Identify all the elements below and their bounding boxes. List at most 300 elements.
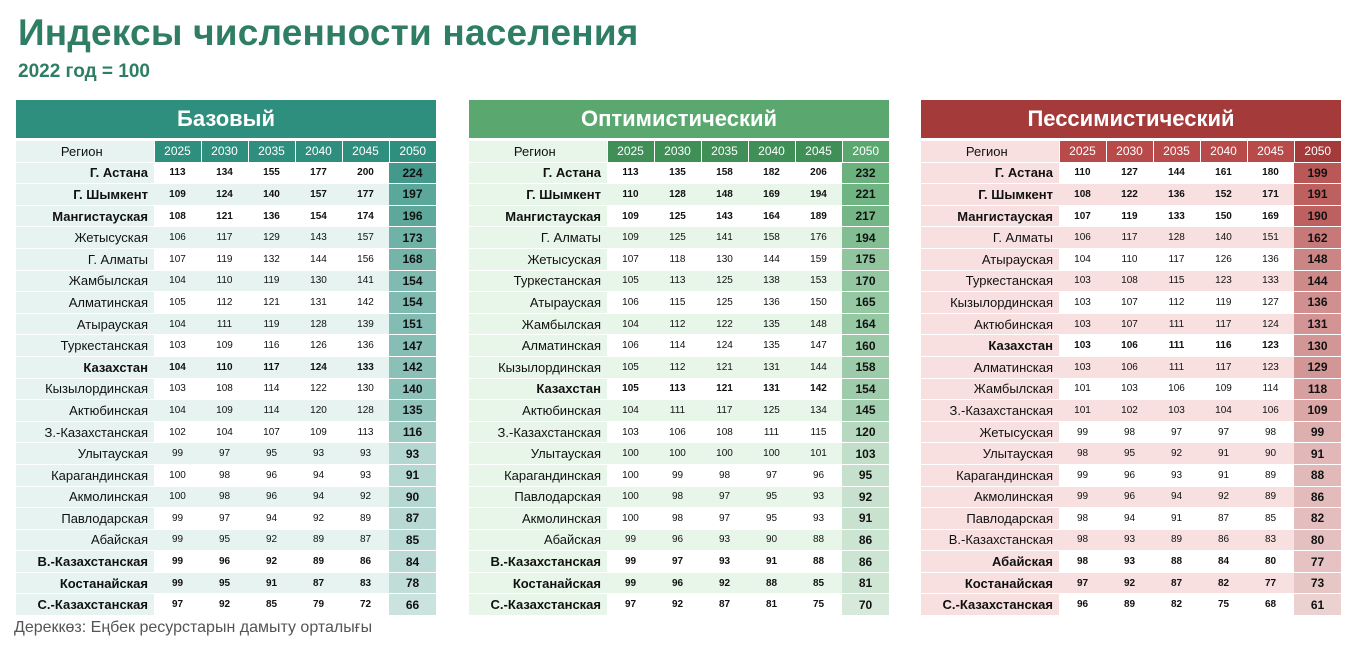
- value-cell: 122: [295, 378, 342, 400]
- value-cell: 150: [795, 292, 842, 314]
- table-row: [16, 227, 436, 249]
- value-cell: 135: [654, 162, 701, 184]
- region-cell: Павлодарская: [16, 508, 154, 530]
- value-cell: 107: [1106, 292, 1153, 314]
- value-cell: 105: [607, 378, 654, 400]
- value-cell: 103: [1059, 270, 1106, 292]
- value-cell: 136: [748, 292, 795, 314]
- value-cell: 139: [342, 313, 389, 335]
- value-cell: 169: [1247, 205, 1294, 227]
- value-cell: 96: [248, 486, 295, 508]
- table-row: [469, 227, 889, 249]
- value-cell: 117: [1200, 356, 1247, 378]
- table-row: [16, 486, 436, 508]
- value-cell: 154: [389, 270, 436, 292]
- table-row: [921, 227, 1341, 249]
- panel-base: [16, 100, 436, 616]
- value-cell: 206: [795, 162, 842, 184]
- table-row: [921, 356, 1341, 378]
- value-cell: 91: [748, 551, 795, 573]
- value-cell: 154: [842, 378, 889, 400]
- header-row: [921, 141, 1341, 162]
- value-cell: 98: [1059, 443, 1106, 465]
- table-row: [921, 594, 1341, 616]
- table-row: [921, 529, 1341, 551]
- value-cell: 92: [248, 551, 295, 573]
- value-cell: 110: [607, 184, 654, 206]
- value-cell: 112: [201, 292, 248, 314]
- year-column-header: 2050: [842, 141, 889, 162]
- value-cell: 109: [1200, 378, 1247, 400]
- value-cell: 92: [1200, 486, 1247, 508]
- region-cell: В.-Казахстанская: [469, 551, 607, 573]
- value-cell: 134: [795, 400, 842, 422]
- table-row: [469, 508, 889, 530]
- value-cell: 103: [154, 378, 201, 400]
- year-column-header: 2035: [248, 141, 295, 162]
- value-cell: 129: [1294, 356, 1341, 378]
- value-cell: 94: [295, 464, 342, 486]
- value-cell: 88: [795, 529, 842, 551]
- value-cell: 217: [842, 205, 889, 227]
- value-cell: 118: [1294, 378, 1341, 400]
- value-cell: 89: [342, 508, 389, 530]
- table-row: [921, 443, 1341, 465]
- value-cell: 133: [1247, 270, 1294, 292]
- value-cell: 90: [1247, 443, 1294, 465]
- value-cell: 93: [1106, 529, 1153, 551]
- value-cell: 127: [1106, 162, 1153, 184]
- value-cell: 106: [654, 421, 701, 443]
- panel-title-pessimistic: Пессимистический: [921, 100, 1341, 138]
- year-column-header: 2040: [748, 141, 795, 162]
- value-cell: 121: [248, 292, 295, 314]
- year-column-header: 2030: [654, 141, 701, 162]
- year-column-header: 2040: [1200, 141, 1247, 162]
- value-cell: 81: [842, 572, 889, 594]
- table-row: [469, 551, 889, 573]
- value-cell: 91: [248, 572, 295, 594]
- value-cell: 104: [1059, 248, 1106, 270]
- value-cell: 110: [201, 356, 248, 378]
- table-row: [16, 572, 436, 594]
- region-cell: З.-Казахстанская: [16, 421, 154, 443]
- value-cell: 98: [1247, 421, 1294, 443]
- value-cell: 104: [1200, 400, 1247, 422]
- value-cell: 100: [607, 464, 654, 486]
- value-cell: 114: [1247, 378, 1294, 400]
- region-cell: Карагандинская: [469, 464, 607, 486]
- table-row: [16, 529, 436, 551]
- value-cell: 194: [842, 227, 889, 249]
- region-cell: Казахстан: [921, 335, 1059, 357]
- region-cell: Алматинская: [921, 356, 1059, 378]
- value-cell: 109: [201, 335, 248, 357]
- region-cell: З.-Казахстанская: [921, 400, 1059, 422]
- value-cell: 83: [342, 572, 389, 594]
- value-cell: 135: [389, 400, 436, 422]
- table-row: [469, 313, 889, 335]
- region-cell: Жетысуская: [16, 227, 154, 249]
- value-cell: 130: [342, 378, 389, 400]
- year-column-header: 2025: [154, 141, 201, 162]
- year-column-header: 2040: [295, 141, 342, 162]
- table-row: [469, 378, 889, 400]
- value-cell: 117: [1153, 248, 1200, 270]
- value-cell: 111: [748, 421, 795, 443]
- table-row: [921, 486, 1341, 508]
- value-cell: 103: [1059, 292, 1106, 314]
- region-cell: Костанайская: [921, 572, 1059, 594]
- table-row: [16, 443, 436, 465]
- value-cell: 80: [1247, 551, 1294, 573]
- value-cell: 77: [1247, 572, 1294, 594]
- value-cell: 119: [248, 313, 295, 335]
- value-cell: 97: [748, 464, 795, 486]
- region-cell: Абайская: [16, 529, 154, 551]
- value-cell: 175: [842, 248, 889, 270]
- value-cell: 145: [842, 400, 889, 422]
- value-cell: 157: [342, 227, 389, 249]
- year-column-header: 2050: [389, 141, 436, 162]
- value-cell: 95: [1106, 443, 1153, 465]
- table-row: [16, 292, 436, 314]
- value-cell: 118: [654, 248, 701, 270]
- value-cell: 141: [701, 227, 748, 249]
- value-cell: 106: [1247, 400, 1294, 422]
- value-cell: 136: [1153, 184, 1200, 206]
- value-cell: 148: [795, 313, 842, 335]
- year-column-header: 2035: [701, 141, 748, 162]
- value-cell: 114: [248, 378, 295, 400]
- value-cell: 138: [748, 270, 795, 292]
- value-cell: 89: [295, 551, 342, 573]
- table-row: [921, 292, 1341, 314]
- value-cell: 100: [154, 464, 201, 486]
- region-cell: Г. Алматы: [16, 248, 154, 270]
- value-cell: 197: [389, 184, 436, 206]
- value-cell: 122: [701, 313, 748, 335]
- value-cell: 128: [654, 184, 701, 206]
- value-cell: 97: [701, 486, 748, 508]
- value-cell: 159: [795, 248, 842, 270]
- value-cell: 97: [201, 443, 248, 465]
- region-cell: Карагандинская: [16, 464, 154, 486]
- value-cell: 96: [654, 529, 701, 551]
- year-column-header: 2030: [1106, 141, 1153, 162]
- value-cell: 158: [701, 162, 748, 184]
- value-cell: 148: [701, 184, 748, 206]
- region-cell: В.-Казахстанская: [16, 551, 154, 573]
- value-cell: 95: [842, 464, 889, 486]
- region-cell: С.-Казахстанская: [16, 594, 154, 616]
- table-row: [469, 292, 889, 314]
- region-cell: Актюбинская: [469, 400, 607, 422]
- value-cell: 92: [201, 594, 248, 616]
- value-cell: 91: [1153, 508, 1200, 530]
- value-cell: 66: [389, 594, 436, 616]
- value-cell: 106: [1153, 378, 1200, 400]
- region-cell: Мангистауская: [921, 205, 1059, 227]
- value-cell: 85: [795, 572, 842, 594]
- table-row: [921, 572, 1341, 594]
- value-cell: 194: [795, 184, 842, 206]
- value-cell: 105: [154, 292, 201, 314]
- value-cell: 98: [201, 486, 248, 508]
- value-cell: 142: [342, 292, 389, 314]
- value-cell: 95: [201, 529, 248, 551]
- value-cell: 196: [389, 205, 436, 227]
- value-cell: 150: [1200, 205, 1247, 227]
- value-cell: 105: [607, 270, 654, 292]
- value-cell: 164: [842, 313, 889, 335]
- value-cell: 99: [1294, 421, 1341, 443]
- value-cell: 113: [342, 421, 389, 443]
- value-cell: 86: [342, 551, 389, 573]
- table-row: [921, 162, 1341, 184]
- region-cell: Туркестанская: [921, 270, 1059, 292]
- region-cell: Павлодарская: [921, 508, 1059, 530]
- value-cell: 151: [1247, 227, 1294, 249]
- value-cell: 98: [654, 486, 701, 508]
- value-cell: 221: [842, 184, 889, 206]
- region-cell: Костанайская: [469, 572, 607, 594]
- value-cell: 135: [748, 335, 795, 357]
- value-cell: 89: [1153, 529, 1200, 551]
- region-cell: В.-Казахстанская: [921, 529, 1059, 551]
- value-cell: 111: [1153, 335, 1200, 357]
- year-column-header: 2030: [201, 141, 248, 162]
- value-cell: 95: [748, 508, 795, 530]
- value-cell: 140: [248, 184, 295, 206]
- value-cell: 85: [1247, 508, 1294, 530]
- value-cell: 136: [1294, 292, 1341, 314]
- value-cell: 92: [842, 486, 889, 508]
- value-cell: 126: [295, 335, 342, 357]
- value-cell: 130: [1294, 335, 1341, 357]
- table-base: [16, 141, 436, 616]
- value-cell: 87: [295, 572, 342, 594]
- value-cell: 106: [154, 227, 201, 249]
- region-column-header: Регион: [921, 141, 1059, 162]
- value-cell: 117: [701, 400, 748, 422]
- year-column-header: 2025: [1059, 141, 1106, 162]
- year-column-header: 2035: [1153, 141, 1200, 162]
- value-cell: 103: [1153, 400, 1200, 422]
- value-cell: 89: [1247, 486, 1294, 508]
- value-cell: 125: [654, 227, 701, 249]
- value-cell: 136: [342, 335, 389, 357]
- table-pessimistic: [921, 141, 1341, 616]
- value-cell: 200: [342, 162, 389, 184]
- value-cell: 123: [1200, 270, 1247, 292]
- value-cell: 104: [154, 356, 201, 378]
- value-cell: 120: [295, 400, 342, 422]
- region-cell: Кызылординская: [921, 292, 1059, 314]
- value-cell: 94: [248, 508, 295, 530]
- value-cell: 165: [842, 292, 889, 314]
- value-cell: 108: [201, 378, 248, 400]
- value-cell: 112: [654, 356, 701, 378]
- value-cell: 91: [1294, 443, 1341, 465]
- value-cell: 104: [607, 400, 654, 422]
- table-row: [16, 508, 436, 530]
- value-cell: 107: [248, 421, 295, 443]
- table-optimistic: [469, 141, 889, 616]
- region-cell: Абайская: [469, 529, 607, 551]
- value-cell: 132: [248, 248, 295, 270]
- region-cell: Абайская: [921, 551, 1059, 573]
- value-cell: 106: [1106, 335, 1153, 357]
- value-cell: 104: [154, 270, 201, 292]
- value-cell: 96: [1106, 464, 1153, 486]
- value-cell: 116: [389, 421, 436, 443]
- value-cell: 96: [248, 464, 295, 486]
- value-cell: 170: [842, 270, 889, 292]
- value-cell: 191: [1294, 184, 1341, 206]
- value-cell: 117: [1200, 313, 1247, 335]
- table-row: [921, 378, 1341, 400]
- year-column-header: 2050: [1294, 141, 1341, 162]
- region-cell: Мангистауская: [469, 205, 607, 227]
- value-cell: 78: [389, 572, 436, 594]
- value-cell: 117: [201, 227, 248, 249]
- value-cell: 144: [748, 248, 795, 270]
- value-cell: 95: [248, 443, 295, 465]
- value-cell: 99: [1059, 486, 1106, 508]
- value-cell: 68: [1247, 594, 1294, 616]
- value-cell: 99: [607, 551, 654, 573]
- value-cell: 136: [1247, 248, 1294, 270]
- value-cell: 98: [701, 464, 748, 486]
- table-row: [469, 529, 889, 551]
- table-row: [16, 594, 436, 616]
- value-cell: 144: [1294, 270, 1341, 292]
- value-cell: 126: [1200, 248, 1247, 270]
- value-cell: 104: [154, 400, 201, 422]
- value-cell: 106: [1106, 356, 1153, 378]
- value-cell: 111: [201, 313, 248, 335]
- table-row: [469, 443, 889, 465]
- value-cell: 85: [389, 529, 436, 551]
- value-cell: 169: [748, 184, 795, 206]
- table-row: [16, 184, 436, 206]
- value-cell: 87: [1200, 508, 1247, 530]
- value-cell: 86: [842, 551, 889, 573]
- value-cell: 104: [154, 313, 201, 335]
- region-cell: Акмолинская: [16, 486, 154, 508]
- value-cell: 93: [295, 443, 342, 465]
- region-cell: Актюбинская: [16, 400, 154, 422]
- value-cell: 97: [654, 551, 701, 573]
- value-cell: 147: [795, 335, 842, 357]
- value-cell: 86: [1294, 486, 1341, 508]
- value-cell: 94: [1106, 508, 1153, 530]
- value-cell: 104: [607, 313, 654, 335]
- region-cell: Костанайская: [16, 572, 154, 594]
- value-cell: 92: [654, 594, 701, 616]
- value-cell: 103: [154, 335, 201, 357]
- table-row: [16, 335, 436, 357]
- value-cell: 110: [1059, 162, 1106, 184]
- value-cell: 100: [748, 443, 795, 465]
- value-cell: 182: [748, 162, 795, 184]
- value-cell: 130: [701, 248, 748, 270]
- value-cell: 114: [654, 335, 701, 357]
- region-cell: Казахстан: [469, 378, 607, 400]
- value-cell: 99: [1059, 421, 1106, 443]
- value-cell: 97: [1153, 421, 1200, 443]
- table-row: [921, 205, 1341, 227]
- value-cell: 122: [1106, 184, 1153, 206]
- value-cell: 199: [1294, 162, 1341, 184]
- value-cell: 87: [1153, 572, 1200, 594]
- region-cell: Атырауская: [921, 248, 1059, 270]
- value-cell: 97: [1200, 421, 1247, 443]
- value-cell: 109: [607, 227, 654, 249]
- value-cell: 103: [607, 421, 654, 443]
- value-cell: 102: [1106, 400, 1153, 422]
- value-cell: 103: [1059, 313, 1106, 335]
- value-cell: 124: [295, 356, 342, 378]
- table-row: [921, 421, 1341, 443]
- region-cell: Атырауская: [469, 292, 607, 314]
- value-cell: 123: [1247, 335, 1294, 357]
- value-cell: 98: [1059, 551, 1106, 573]
- value-cell: 108: [1059, 184, 1106, 206]
- value-cell: 103: [1059, 335, 1106, 357]
- value-cell: 131: [1294, 313, 1341, 335]
- value-cell: 92: [295, 508, 342, 530]
- value-cell: 154: [295, 205, 342, 227]
- value-cell: 117: [248, 356, 295, 378]
- value-cell: 224: [389, 162, 436, 184]
- value-cell: 127: [1247, 292, 1294, 314]
- value-cell: 140: [1200, 227, 1247, 249]
- value-cell: 98: [201, 464, 248, 486]
- value-cell: 133: [1153, 205, 1200, 227]
- value-cell: 109: [295, 421, 342, 443]
- value-cell: 177: [342, 184, 389, 206]
- region-column-header: Регион: [16, 141, 154, 162]
- value-cell: 124: [701, 335, 748, 357]
- table-row: [921, 184, 1341, 206]
- table-row: [921, 464, 1341, 486]
- value-cell: 119: [1106, 205, 1153, 227]
- value-cell: 82: [1294, 508, 1341, 530]
- value-cell: 111: [654, 400, 701, 422]
- table-row: [16, 356, 436, 378]
- value-cell: 156: [342, 248, 389, 270]
- value-cell: 99: [607, 572, 654, 594]
- value-cell: 128: [342, 400, 389, 422]
- region-cell: Акмолинская: [921, 486, 1059, 508]
- value-cell: 88: [795, 551, 842, 573]
- value-cell: 121: [201, 205, 248, 227]
- value-cell: 72: [342, 594, 389, 616]
- region-cell: Павлодарская: [469, 486, 607, 508]
- table-row: [16, 313, 436, 335]
- value-cell: 101: [1059, 378, 1106, 400]
- panel-title-optimistic: Оптимистический: [469, 100, 889, 138]
- region-column-header: Регион: [469, 141, 607, 162]
- value-cell: 91: [389, 464, 436, 486]
- region-cell: З.-Казахстанская: [469, 421, 607, 443]
- value-cell: 104: [201, 421, 248, 443]
- value-cell: 140: [389, 378, 436, 400]
- value-cell: 171: [1247, 184, 1294, 206]
- table-row: [469, 270, 889, 292]
